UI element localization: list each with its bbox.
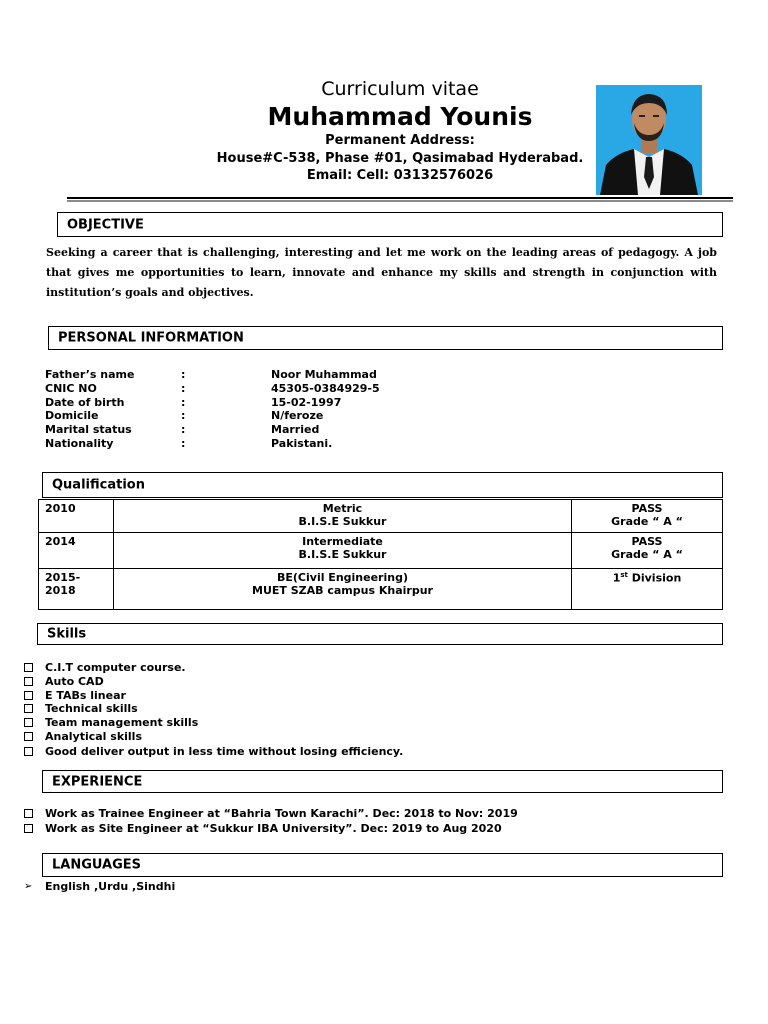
result-status: PASS	[631, 502, 663, 515]
objective-text: Seeking a career that is challenging, interesting and let me work on the leading areas of pedagogy. A job that gives me opportunities to learn, innovate and enhance my skills and strength in conjunction with institution’s goals and objectives.	[46, 246, 717, 299]
checkbox-icon	[24, 677, 33, 686]
year-cell: 2010	[39, 500, 114, 533]
list-item	[24, 661, 403, 675]
degree-cell	[114, 533, 572, 569]
list-item	[24, 716, 403, 730]
personal-info-labels	[45, 368, 175, 451]
skill-text: Analytical skills	[45, 729, 143, 743]
pi-value: 45305-0384929-5	[271, 381, 380, 395]
pi-value: N/feroze	[271, 409, 324, 423]
skill-text: E TABs linear	[45, 688, 126, 702]
list-item	[24, 702, 403, 716]
checkbox-icon	[24, 663, 33, 672]
objective-heading	[57, 212, 723, 237]
contact-line: Email: Cell: 03132576026	[306, 168, 494, 183]
checkbox-icon	[24, 732, 33, 741]
experience-heading-label: EXPERIENCE	[52, 774, 143, 789]
objective-heading-label: OBJECTIVE	[67, 217, 144, 232]
languages-text: English ,Urdu ,Sindhi	[45, 880, 176, 894]
list-item	[24, 729, 403, 743]
pi-label: Domicile	[45, 409, 99, 423]
header-divider-shadow	[67, 200, 733, 202]
list-item	[24, 688, 403, 702]
checkbox-icon	[24, 691, 33, 700]
personal-info-values	[271, 368, 521, 451]
profile-photo	[596, 85, 702, 195]
qualification-heading-label: Qualification	[52, 477, 145, 493]
address-label: Permanent Address:	[325, 133, 475, 148]
skill-text: Team management skills	[45, 716, 199, 730]
board: B.I.S.E Sukkur	[298, 548, 387, 561]
skills-heading	[37, 623, 723, 645]
address: House#C-538, Phase #01, Qasimabad Hyderabad.	[216, 151, 584, 166]
languages-heading-label: LANGUAGES	[52, 857, 142, 873]
arrow-bullet-icon: ➢	[24, 881, 33, 893]
checkbox-icon	[24, 704, 33, 713]
portrait-illustration	[596, 85, 702, 195]
result-cell	[572, 533, 723, 569]
experience-heading	[42, 770, 723, 793]
year-cell: 2015-2018	[39, 569, 114, 610]
skill-text: C.I.T computer course.	[45, 661, 186, 675]
qualification-heading	[42, 472, 723, 498]
personal-info-heading-label: PERSONAL INFORMATION	[58, 330, 244, 346]
year-cell: 2014	[39, 533, 114, 569]
result-status: PASS	[631, 535, 663, 548]
degree-cell	[114, 500, 572, 533]
personal-info-colons	[181, 368, 191, 451]
pi-label: Father’s name	[45, 368, 135, 381]
checkbox-icon	[24, 718, 33, 727]
checkbox-icon	[24, 809, 33, 818]
degree-cell	[114, 569, 572, 610]
checkbox-icon	[24, 747, 33, 756]
skill-text: Technical skills	[45, 702, 138, 716]
result-division-number: 1	[612, 571, 621, 585]
pi-label: Nationality	[45, 436, 114, 450]
skills-heading-label: Skills	[47, 626, 87, 642]
board: MUET SZAB campus Khairpur	[252, 584, 433, 597]
pi-label: Marital status	[45, 423, 132, 437]
pi-colon: :	[181, 409, 186, 423]
pi-colon: :	[181, 423, 186, 437]
degree: Intermediate	[302, 535, 383, 548]
list-item	[24, 745, 403, 759]
person-name: Muhammad Younis	[267, 102, 533, 131]
pi-label: Date of birth	[45, 395, 125, 409]
table-row	[39, 533, 723, 569]
pi-colon: :	[181, 395, 186, 409]
pi-colon: :	[181, 381, 186, 395]
degree: BE(Civil Engineering)	[277, 571, 408, 584]
experience-text: Work as Site Engineer at “Sukkur IBA University”. Dec: 2019 to Aug 2020	[45, 822, 502, 835]
pi-value: Noor Muhammad	[271, 368, 377, 381]
list-item	[24, 675, 403, 689]
result-grade: Grade “ A “	[611, 515, 683, 528]
pi-value: Married	[271, 423, 320, 437]
result-cell	[572, 569, 723, 610]
personal-info-heading	[48, 326, 723, 350]
languages-heading	[42, 853, 723, 877]
list-item	[24, 880, 175, 894]
list-item	[24, 806, 518, 821]
list-item	[24, 821, 518, 836]
experience-text: Work as Trainee Engineer at “Bahria Town Karachi”. Dec: 2018 to Nov: 2019	[45, 807, 518, 820]
skills-list	[24, 661, 403, 759]
degree: Metric	[322, 502, 363, 515]
cv-label: Curriculum vitae	[321, 78, 479, 100]
skill-text: Auto CAD	[45, 675, 104, 689]
checkbox-icon	[24, 824, 33, 833]
header-divider	[67, 197, 733, 199]
pi-label: CNIC NO	[45, 381, 97, 395]
pi-colon: :	[181, 436, 186, 450]
qualification-table	[38, 499, 723, 610]
pi-value: Pakistani.	[271, 436, 333, 450]
languages-list	[24, 880, 175, 894]
table-row	[39, 569, 723, 610]
result-division-suffix: st	[620, 571, 628, 579]
table-row	[39, 500, 723, 533]
experience-list	[24, 806, 518, 836]
pi-value: 15-02-1997	[271, 395, 342, 409]
board: B.I.S.E Sukkur	[298, 515, 387, 528]
pi-colon: :	[181, 368, 186, 381]
skill-text: Good deliver output in less time without losing efficiency.	[45, 745, 404, 759]
result-grade: Grade “ A “	[611, 548, 683, 561]
result-division-text: Division	[627, 571, 682, 585]
result-cell	[572, 500, 723, 533]
